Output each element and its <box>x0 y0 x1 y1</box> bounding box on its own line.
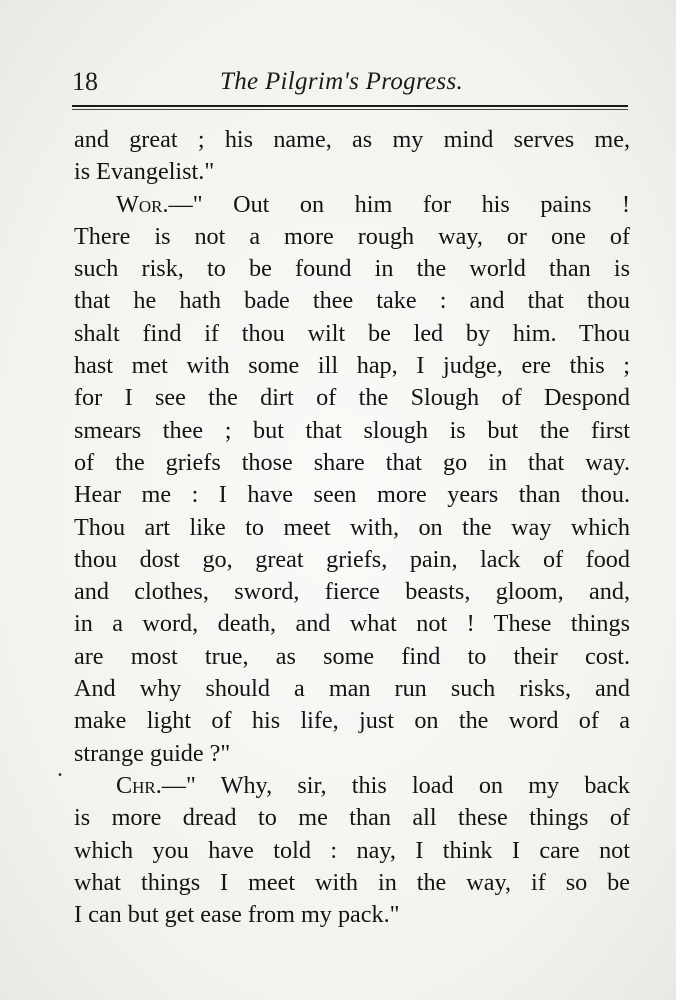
header-rule-thin <box>72 109 628 110</box>
line-text: shalt find if thou wilt be led by him. Thou <box>74 319 630 347</box>
text-line <box>74 512 630 544</box>
text-line <box>74 221 630 253</box>
text-line <box>74 447 630 479</box>
running-title: The Pilgrim's Progress. <box>220 68 464 95</box>
text-line <box>74 738 630 770</box>
text-line <box>74 835 630 867</box>
text-line <box>74 673 630 705</box>
line-text: is Evangelist." <box>74 158 215 186</box>
line-text: that he hath bade thee take : and that thou <box>74 287 630 315</box>
line-text: and great ; his name, as my mind serves me, <box>74 126 630 153</box>
line-text: what things I meet with in the way, if so be <box>74 868 630 896</box>
text-line <box>74 608 630 640</box>
line-text: —" Out on him for his pains ! <box>168 190 630 218</box>
line-text: and clothes, sword, fierce beasts, gloom, and, <box>74 578 630 606</box>
text-line <box>74 479 630 511</box>
text-line <box>74 415 630 447</box>
text-line <box>74 382 630 414</box>
text-line <box>74 124 630 156</box>
body-text <box>74 124 630 931</box>
text-line <box>74 770 630 802</box>
line-text: such risk, to be found in the world than is <box>74 255 630 283</box>
text-line <box>74 350 630 382</box>
line-text: in a word, death, and what not ! These things <box>74 610 630 638</box>
line-text: —" Why, sir, this load on my back <box>161 771 630 799</box>
line-text: strange guide ?" <box>74 739 231 767</box>
text-line <box>74 318 630 350</box>
line-text: of the griefs those share that go in that way. <box>74 448 630 476</box>
page-number: 18 <box>72 67 98 96</box>
speaker-label: Chr. <box>116 771 162 799</box>
line-text: There is not a more rough way, or one of <box>74 222 630 250</box>
line-text: And why should a man run such risks, and <box>74 675 630 703</box>
line-text: is more dread to me than all these things of <box>74 804 630 832</box>
text-line <box>74 802 630 834</box>
speaker-label: Wor. <box>116 190 169 218</box>
text-line <box>74 641 630 673</box>
text-line <box>74 576 630 608</box>
line-text: Hear me : I have seen more years than thou. <box>74 481 630 509</box>
line-text: for I see the dirt of the Slough of Despond <box>74 384 630 412</box>
text-line <box>74 867 630 899</box>
line-text: I can but get ease from my pack." <box>74 901 400 929</box>
line-text: hast met with some ill hap, I judge, ere this ; <box>74 352 630 380</box>
text-line <box>74 253 630 285</box>
header-rule <box>72 105 628 107</box>
margin-mark: • <box>57 770 63 781</box>
text-line <box>74 156 630 188</box>
text-line <box>74 285 630 317</box>
line-text: smears thee ; but that slough is but the first <box>74 416 630 444</box>
line-text: thou dost go, great griefs, pain, lack of food <box>74 545 630 573</box>
line-text: which you have told : nay, I think I care not <box>74 836 630 864</box>
running-head <box>72 62 628 102</box>
text-line <box>74 544 630 576</box>
text-line <box>74 189 630 221</box>
line-text: are most true, as some find to their cost. <box>74 642 630 670</box>
text-line <box>74 705 630 737</box>
text-line <box>74 899 630 931</box>
line-text: make light of his life, just on the word of a <box>74 707 630 735</box>
line-text: Thou art like to meet with, on the way which <box>74 513 630 541</box>
